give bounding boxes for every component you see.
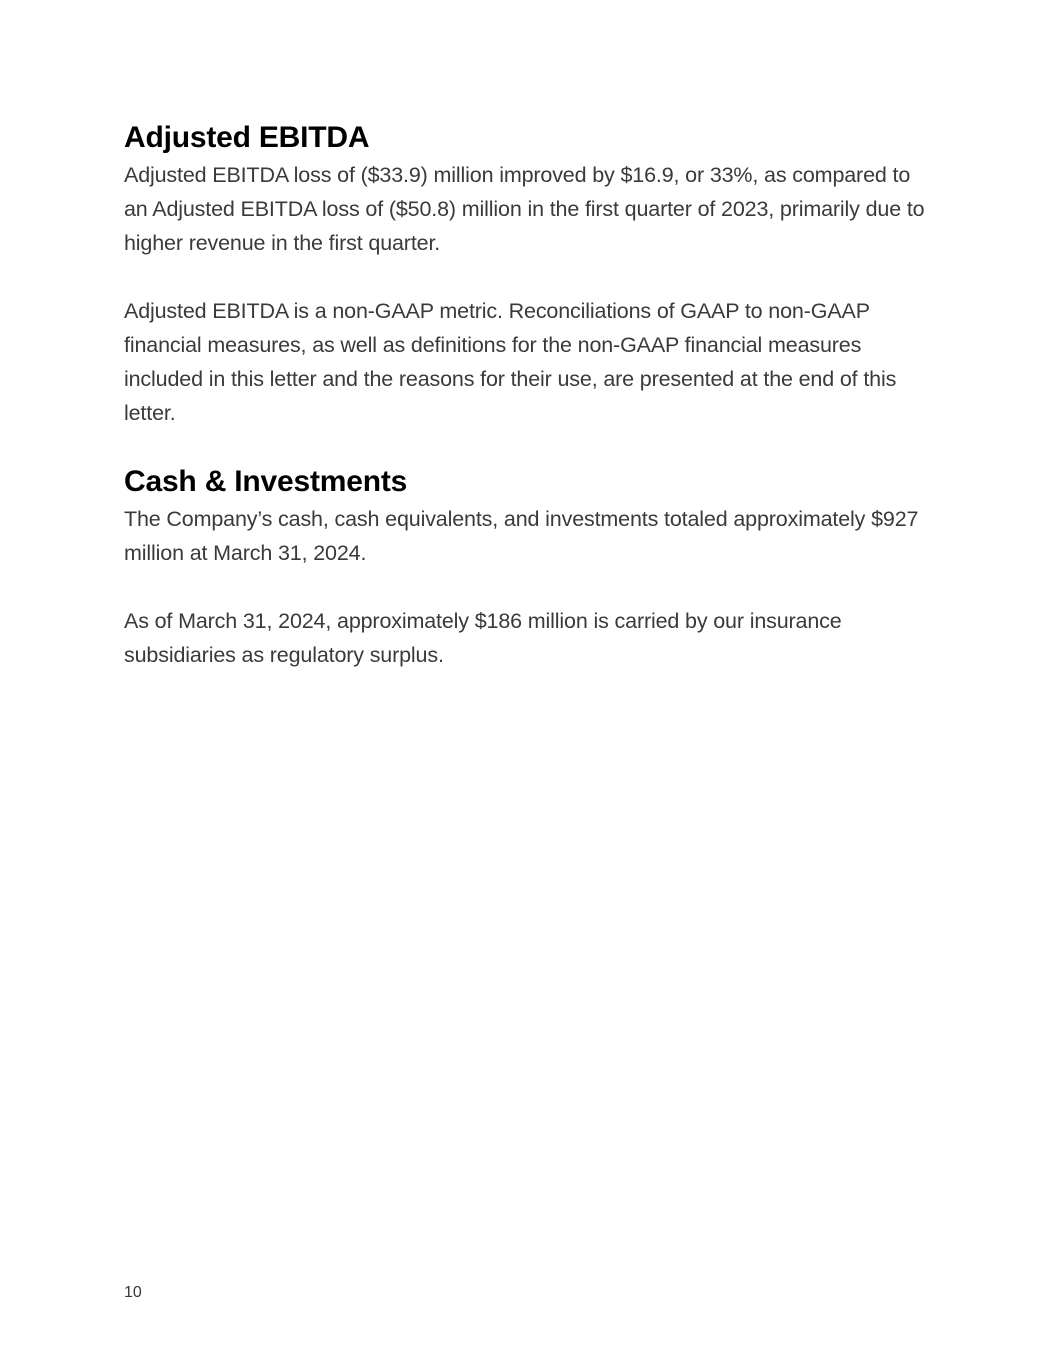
page-number: 10 xyxy=(124,1284,142,1301)
section-heading: Cash & Investments xyxy=(124,465,408,498)
paragraph: Adjusted EBITDA is a non-GAAP metric. Reconciliations of GAAP to non-GAAP financial measures, as well as definitions for the non-GAAP financial measures included in this letter and the reasons for their use, are presented at the end of this letter. xyxy=(124,299,897,425)
adjusted-ebitda-section xyxy=(124,118,936,430)
paragraph: As of March 31, 2024, approximately $186 million is carried by our insurance subsidiaries as regulatory surplus. xyxy=(124,609,842,667)
section-spacer xyxy=(124,430,936,462)
paragraph: Adjusted EBITDA loss of ($33.9) million improved by $16.9, or 33%, as compared to an Adjusted EBITDA loss of ($50.8) million in the first quarter of 2023, primarily due to higher revenue in the first quarter. xyxy=(124,163,925,255)
document-page xyxy=(124,118,936,672)
paragraph: The Company’s cash, cash equivalents, and investments totaled approximately $927 million at March 31, 2024. xyxy=(124,507,919,565)
section-heading: Adjusted EBITDA xyxy=(124,121,370,154)
cash-investments-section xyxy=(124,462,936,672)
